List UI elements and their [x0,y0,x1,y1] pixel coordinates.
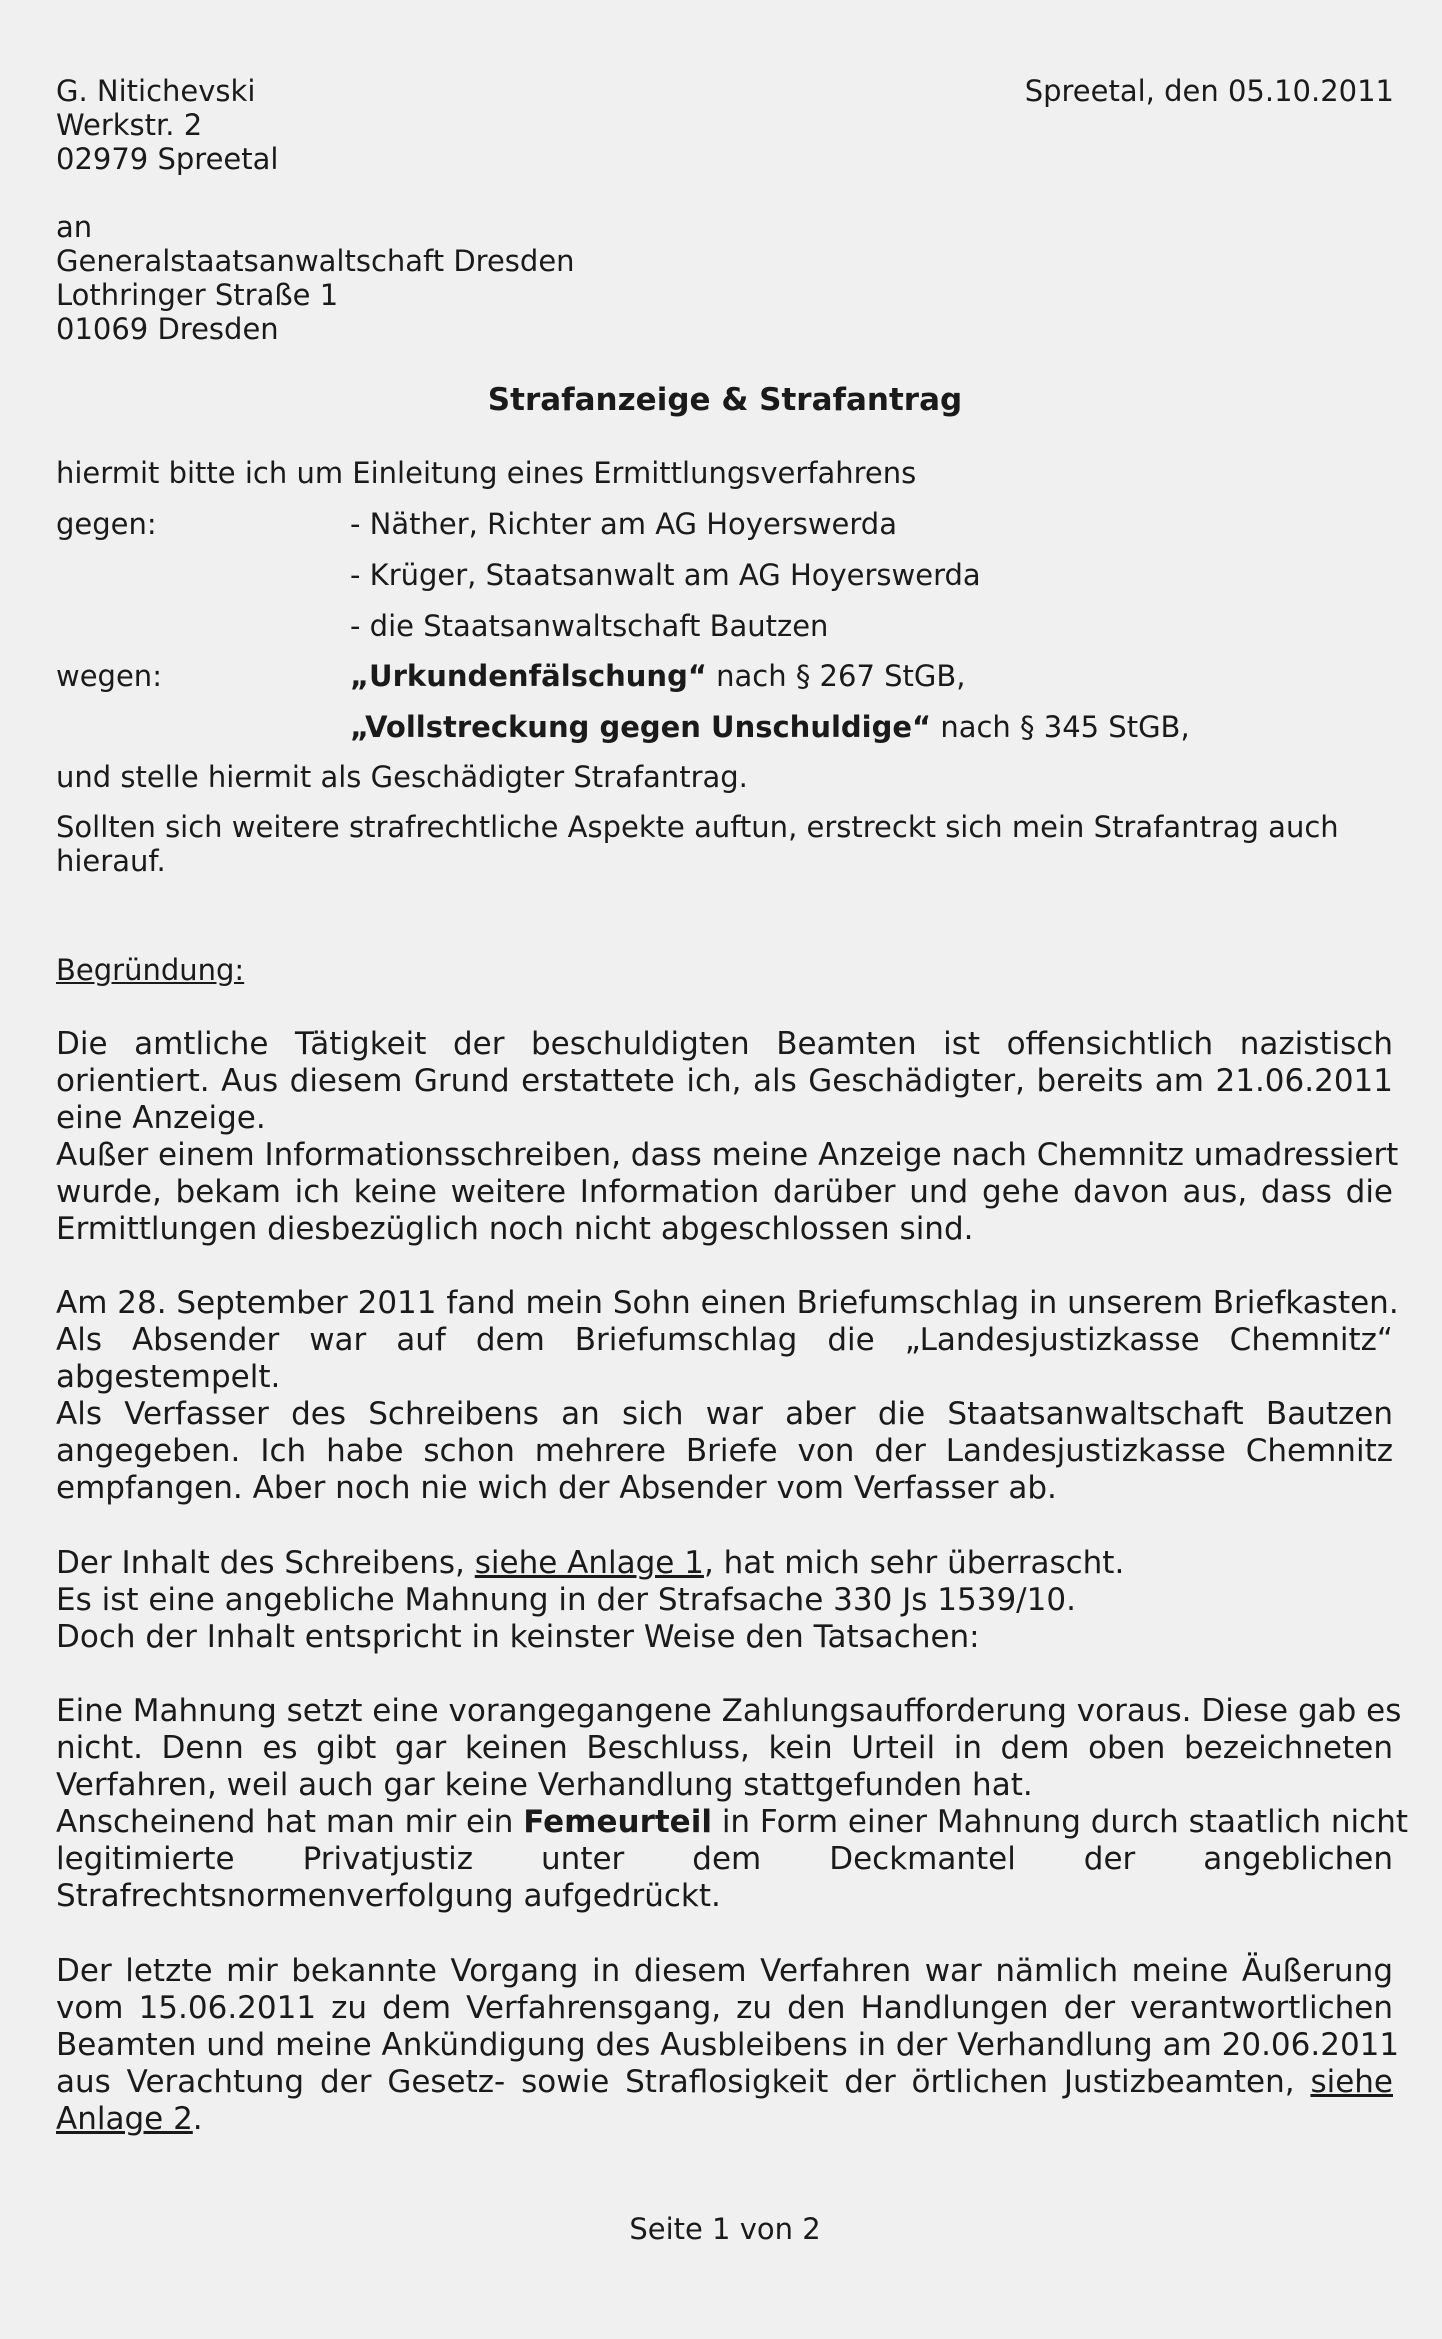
gegen-label: gegen: [56,507,157,541]
paragraph-1 [56,1026,1399,1248]
intro-text: hiermit bitte ich um Einleitung eines Ermittlungsverfahrens [56,456,917,490]
wegen-offense: „Vollstreckung gegen Unschuldige“ [350,710,932,744]
wegen-offense: „Urkundenfälschung“ [350,659,707,693]
text-line: Als Verfasser des Schreibens an sich war aber die Staatsanwaltschaft Bautzen [56,1396,1393,1432]
place-date: Spreetal, den 05.10.2011 [1024,74,1394,108]
document-title: Strafanzeige & Strafantrag [487,382,963,418]
text-line: abgestempelt. [56,1359,281,1395]
recipient-street: Lothringer Straße 1 [56,278,339,312]
antrag-text: und stelle hiermit als Geschädigter Strafantrag. [56,760,748,794]
text-line: Als Absender war auf dem Briefumschlag die „Landesjustizkasse Chemnitz“ [56,1322,1393,1358]
text-line: Strafrechtsnormenverfolgung aufgedrückt. [56,1878,721,1914]
text-line: Verfahren, weil auch gar keine Verhandlung stattgefunden hat. [56,1767,1033,1803]
sender-street: Werkstr. 2 [56,108,203,142]
text-line: eine Anzeige. [56,1100,266,1136]
text-line: Ermittlungen diesbezüglich noch nicht abgeschlossen sind. [56,1211,974,1247]
wegen-item [350,659,965,693]
wegen-label: wegen: [56,659,162,693]
wegen-paragraph: nach § 267 StGB, [706,659,966,693]
further-line: Sollten sich weitere strafrechtliche Aspekte auftun, erstreckt sich mein Strafantrag auch [56,810,1339,844]
text-line [56,1545,1393,1582]
gegen-item: - die Staatsanwaltschaft Bautzen [350,609,829,643]
text-line [56,1804,1409,1841]
begruendung-heading: Begründung: [56,953,245,987]
text-segment: . [192,2101,203,2137]
text-segment: Anscheinend hat man mir ein [56,1804,524,1840]
recipient-city: 01069 Dresden [56,312,279,346]
paragraph-6 [56,1693,1409,1915]
sender-name: G. Nitichevski [56,74,256,108]
text-segment: , hat mich sehr überrascht. [703,1545,1125,1581]
paragraph-3 [56,1285,1399,1507]
page-footer: Seite 1 von 2 [629,2212,821,2246]
wegen-paragraph: nach § 345 StGB, [931,710,1190,744]
text-line: Außer einem Informationsschreiben, dass meine Anzeige nach Chemnitz umadressiert [56,1137,1399,1173]
anlage-1-link[interactable]: siehe Anlage 1 [474,1545,704,1581]
paragraph-8 [56,1953,1400,2138]
text-segment: in Form einer Mahnung durch staatlich nicht [711,1804,1409,1840]
text-line: Eine Mahnung setzt eine vorangegangene Zahlungsaufforderung voraus. Diese gab es [56,1693,1402,1729]
text-segment: Der Inhalt des Schreibens, [56,1545,475,1581]
further-line: hierauf. [56,844,166,878]
text-line: vom 15.06.2011 zu dem Verfahrensgang, zu den Handlungen der verantwortlichen [56,1990,1393,2026]
sender-city: 02979 Spreetal [56,142,279,176]
text-line [56,2101,1393,2138]
anlage-2-link[interactable]: siehe [1310,2064,1393,2100]
anlage-2-link[interactable]: Anlage 2 [56,2101,193,2137]
text-line: wurde, bekam ich keine weitere Information darüber und gehe davon aus, dass die [56,1174,1393,1210]
text-segment: aus Verachtung der Gesetz- sowie Straflosigkeit der örtlichen Justizbeamten, [56,2064,1311,2100]
recipient-name: Generalstaatsanwaltschaft Dresden [56,244,575,278]
text-line: legitimierte Privatjustiz unter dem Deckmantel der angeblichen [56,1841,1393,1877]
text-line: orientiert. Aus diesem Grund erstattete ich, als Geschädigter, bereits am 21.06.2011 [56,1063,1393,1099]
text-line [56,2064,1393,2101]
text-line: nicht. Denn es gibt gar keinen Beschluss, kein Urteil in dem oben bezeichneten [56,1730,1393,1766]
text-line: Die amtliche Tätigkeit der beschuldigten Beamten ist offensichtlich nazistisch [56,1026,1393,1062]
wegen-item [350,710,1190,744]
text-line: Es ist eine angebliche Mahnung in der Strafsache 330 Js 1539/10. [56,1582,1076,1618]
text-line: Beamten und meine Ankündigung des Ausbleibens in der Verhandlung am 20.06.2011 [56,2027,1400,2063]
gegen-item: - Krüger, Staatsanwalt am AG Hoyerswerda [350,558,981,592]
paragraph-5 [56,1545,1393,1656]
gegen-item: - Näther, Richter am AG Hoyerswerda [350,507,897,541]
text-line: angegeben. Ich habe schon mehrere Briefe von der Landesjustizkasse Chemnitz [56,1433,1393,1469]
text-line: empfangen. Aber noch nie wich der Absender vom Verfasser ab. [56,1470,1057,1506]
text-line: Doch der Inhalt entspricht in keinster Weise den Tatsachen: [56,1619,980,1655]
text-line: Der letzte mir bekannte Vorgang in diesem Verfahren war nämlich meine Äußerung [56,1953,1393,1989]
recipient-an: an [56,210,93,244]
text-line: Am 28. September 2011 fand mein Sohn einen Briefumschlag in unserem Briefkasten. [56,1285,1399,1321]
femeurteil-term: Femeurteil [523,1804,712,1840]
